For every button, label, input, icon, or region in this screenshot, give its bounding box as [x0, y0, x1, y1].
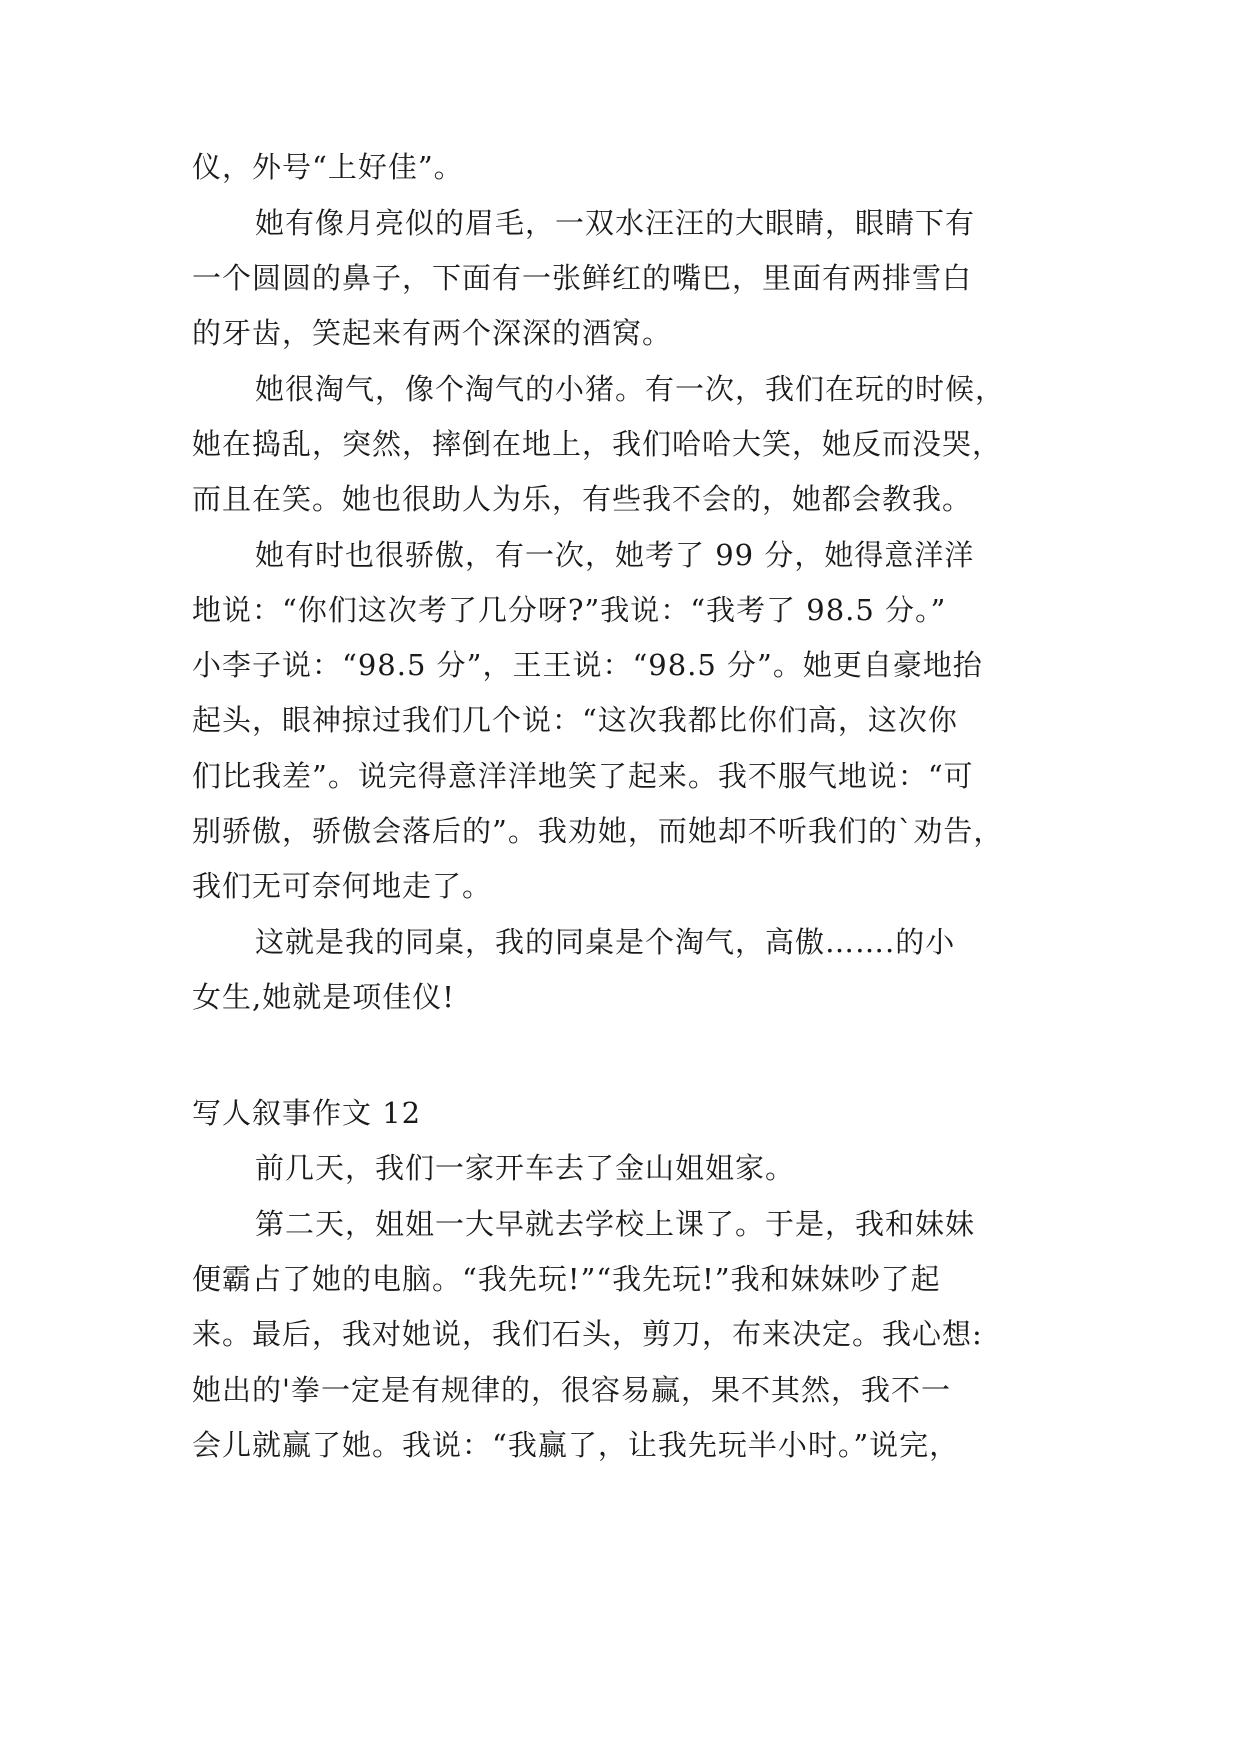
text-line: 小李子说：“98.5 分”，王王说：“98.5 分”。她更自豪地抬	[192, 648, 983, 682]
paragraph-start: 她很淘气，像个淘气的小猪。有一次，我们在玩的时候，	[255, 372, 1006, 406]
text-line: 别骄傲，骄傲会落后的”。我劝她，而她却不听我们的`劝告，	[192, 814, 1004, 848]
text-line: 她在捣乱，突然，摔倒在地上，我们哈哈大笑，她反而没哭，	[192, 427, 1003, 461]
text-line: 我们无可奈何地走了。	[192, 869, 493, 903]
paragraph-start: 前几天，我们一家开车去了金山姐姐家。	[255, 1151, 796, 1185]
text-line: 仪，外号“上好佳”。	[192, 150, 464, 184]
paragraph-start: 她有像月亮似的眉毛，一双水汪汪的大眼睛，眼睛下有	[255, 206, 976, 240]
text-line: 会儿就赢了她。我说：“我赢了，让我先玩半小时。”说完，	[192, 1428, 960, 1462]
text-line: 她出的'拳一定是有规律的，很容易赢，果不其然，我不一	[192, 1373, 951, 1407]
section-heading: 写人叙事作文 12	[192, 1096, 422, 1130]
paragraph-start: 第二天，姐姐一大早就去学校上课了。于是，我和妹妹	[255, 1207, 976, 1241]
paragraph-start: 她有时也很骄傲，有一次，她考了 99 分，她得意洋洋	[255, 538, 975, 572]
text-line: 的牙齿，笑起来有两个深深的酒窝。	[192, 316, 673, 350]
text-line: 来。最后，我对她说，我们石头，剪刀，布来决定。我心想:	[192, 1317, 983, 1351]
text-line: 起头，眼神掠过我们几个说：“这次我都比你们高，这次你	[192, 703, 958, 737]
text-line: 而且在笑。她也很助人为乐，有些我不会的，她都会教我。	[192, 482, 973, 516]
text-line: 便霸占了她的电脑。“我先玩!”“我先玩!”我和妹妹吵了起	[192, 1262, 941, 1296]
paragraph-start: 这就是我的同桌，我的同桌是个淘气，高傲…….的小	[255, 925, 956, 959]
text-line: 女生,她就是项佳仪!	[192, 980, 455, 1014]
text-line: 一个圆圆的鼻子，下面有一张鲜红的嘴巴，里面有两排雪白	[192, 261, 973, 295]
text-line: 地说：“你们这次考了几分呀?”我说：“我考了 98.5 分。”	[192, 593, 947, 627]
text-line: 们比我差”。说完得意洋洋地笑了起来。我不服气地说：“可	[192, 759, 974, 793]
